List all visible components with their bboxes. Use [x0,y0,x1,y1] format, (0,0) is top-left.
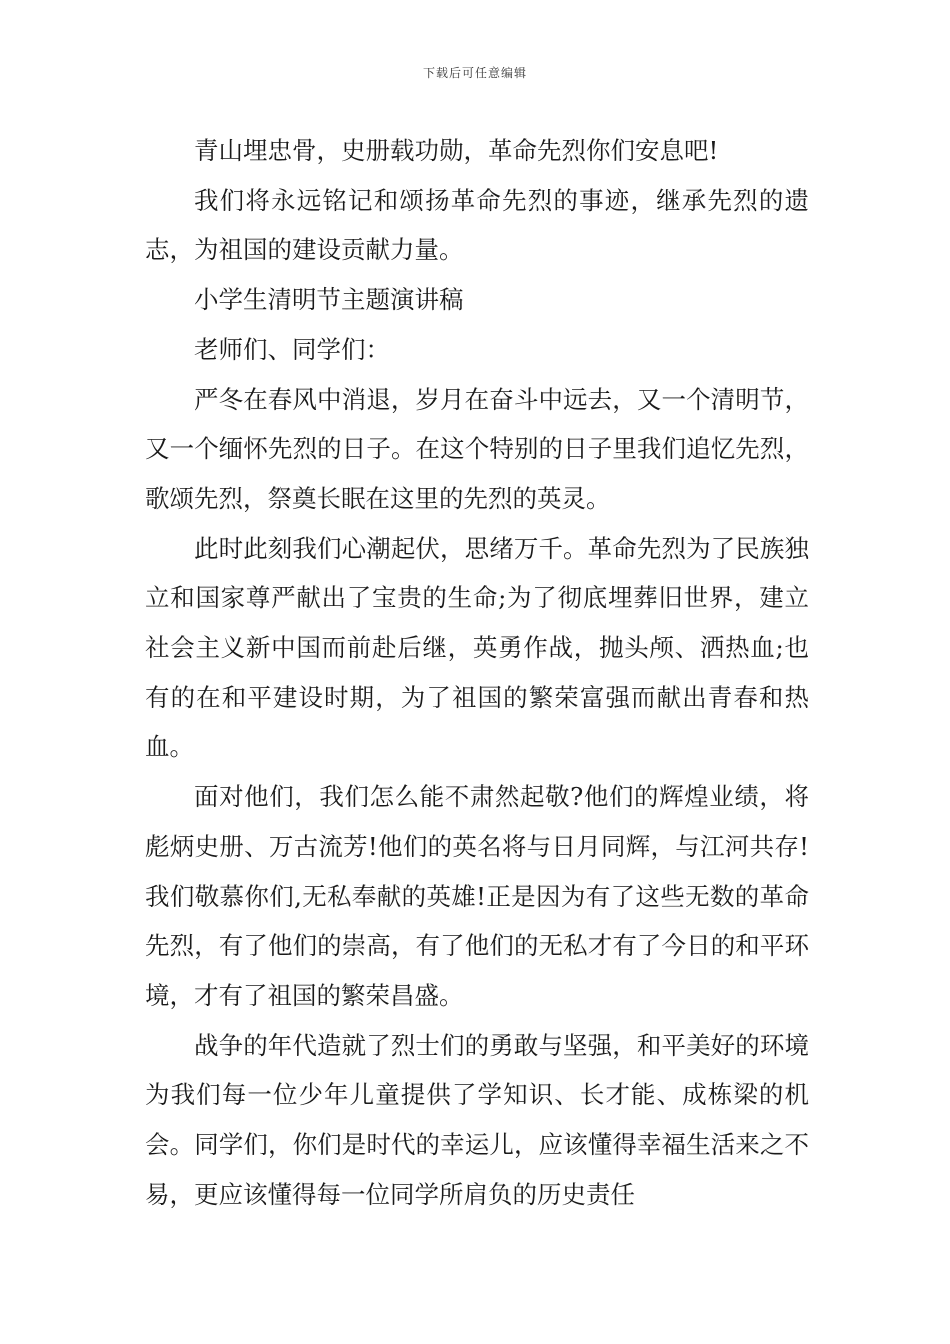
page-header-note: 下载后可任意编辑 [422,66,527,80]
paragraph: 严冬在春风中消退，岁月在奋斗中远去，又一个清明节，又一个缅怀先烈的日子。在这个特别的日子里我们追忆先烈，歌颂先烈，祭奠长眠在这里的先烈的英灵。 [145,384,809,513]
paragraph: 此时此刻我们心潮起伏，思绪万千。革命先烈为了民族独立和国家尊严献出了宝贵的生命;为了彻底埋葬旧世界，建立社会主义新中国而前赴后继，英勇作战，抛头颅、洒热血;也有的在和平建设时期，为了祖国的繁荣富强而献出青春和热血。 [145,533,809,762]
paragraph: 青山埋忠骨，史册载功勋，革命先烈你们安息吧! [194,136,719,165]
paragraph: 战争的年代造就了烈士们的勇敢与坚强，和平美好的环境为我们每一位少年儿童提供了学知识、长才能、成栋梁的机会。同学们，你们是时代的幸运儿，应该懂得幸福生活来之不易，更应该懂得每一位同学所肩负的历史责任 [145,1030,809,1209]
salutation: 老师们、同学们： [194,334,390,364]
paragraph: 我们将永远铭记和颂扬革命先烈的事迹，继承先烈的遗志，为祖国的建设贡献力量。 [145,185,809,265]
paragraph: 面对他们，我们怎么能不肃然起敬?他们的辉煌业绩，将彪炳史册、万古流芳!他们的英名将与日月同辉，与江河共存!我们敬慕你们,无私奉献的英雄!正是因为有了这些无数的革命先烈，有了他们的崇高，有了他们的无私才有了今日的和平环境，才有了祖国的繁荣昌盛。 [145,782,809,1010]
section-title: 小学生清明节主题演讲稿 [194,285,464,315]
document-body [145,126,809,1219]
